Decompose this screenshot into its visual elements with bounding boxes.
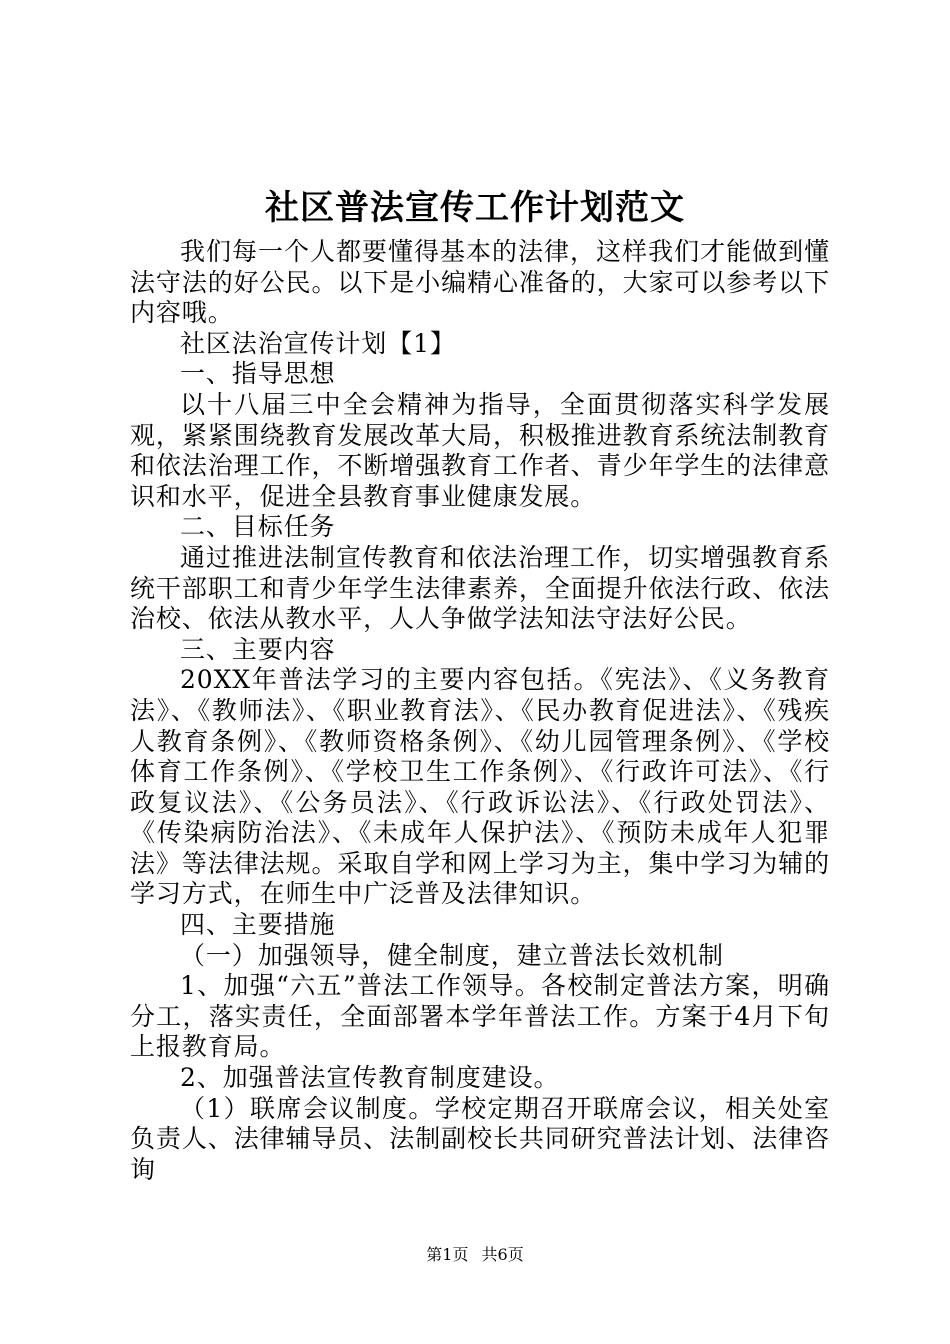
section-heading-guiding-ideology: 一、指导思想 xyxy=(180,359,336,389)
section-heading-measures: 四、主要措施 xyxy=(180,910,336,940)
paragraph-measure-2: 2、加强普法宣传教育制度建设。 xyxy=(180,1063,560,1093)
paragraph-objectives: 通过推进法制宣传教育和依法治理工作，切实增强教育系统干部职工和青少年学生法律素养，全面提升依法行政、依法治校、依法从教水平，人人争做学法知法守法好公民。 xyxy=(130,542,830,634)
section-heading-main-content: 三、主要内容 xyxy=(180,634,336,664)
paragraph-intro: 我们每一个人都要懂得基本的法律，这样我们才能做到懂法守法的好公民。以下是小编精心准备的，大家可以参考以下内容哦。 xyxy=(130,237,830,328)
page-total: 共6页 xyxy=(481,1245,524,1264)
page-footer xyxy=(0,1244,950,1266)
document-title: 社区普法宣传工作计划范文 xyxy=(265,188,685,228)
paragraph-guiding-ideology: 以十八届三中全会精神为指导，全面贯彻落实科学发展观，紧紧围绕教育发展改革大局，积极推进教育系统法制教育和依法治理工作，不断增强教育工作者、青少年学生的法律意识和水平，促进全县教育事业健康发展。 xyxy=(130,389,830,511)
page-number: 第1页 xyxy=(426,1245,469,1264)
paragraph-measure-1: 1、加强“六五”普法工作领导。各校制定普法方案，明确分工，落实责任，全面部署本学年普法工作。方案于4月下旬上报教育局。 xyxy=(130,971,830,1062)
document-body xyxy=(130,237,830,1185)
section-heading-plan: 社区法治宣传计划【1】 xyxy=(180,328,456,358)
paragraph-main-content: 20XX年普法学习的主要内容包括。《宪法》、《义务教育法》、《教师法》、《职业教育法》、《民办教育促进法》、《残疾人教育条例》、《教师资格条例》、《幼儿园管理条例》、《学校体育工作条例》、《学校卫生工作条例》、《行政许可法》、《行政复议法》、《公务员法》、《行政诉讼法》、《行政处罚法》、《传染病防治法》、《未成年人保护法》、《预防未成年人犯罪法》等法律法规。采取自学和网上学习为主，集中学习为辅的学习方式，在师生中广泛普及法律知识。 xyxy=(130,665,830,909)
paragraph-measure-2-1: （1）联席会议制度。学校定期召开联席会议，相关处室负责人、法律辅导员、法制副校长共同研究普法计划、法律咨询 xyxy=(130,1093,830,1184)
section-heading-objectives: 二、目标任务 xyxy=(180,512,336,542)
subheading-leadership: （一）加强领导，健全制度，建立普法长效机制 xyxy=(180,940,724,970)
